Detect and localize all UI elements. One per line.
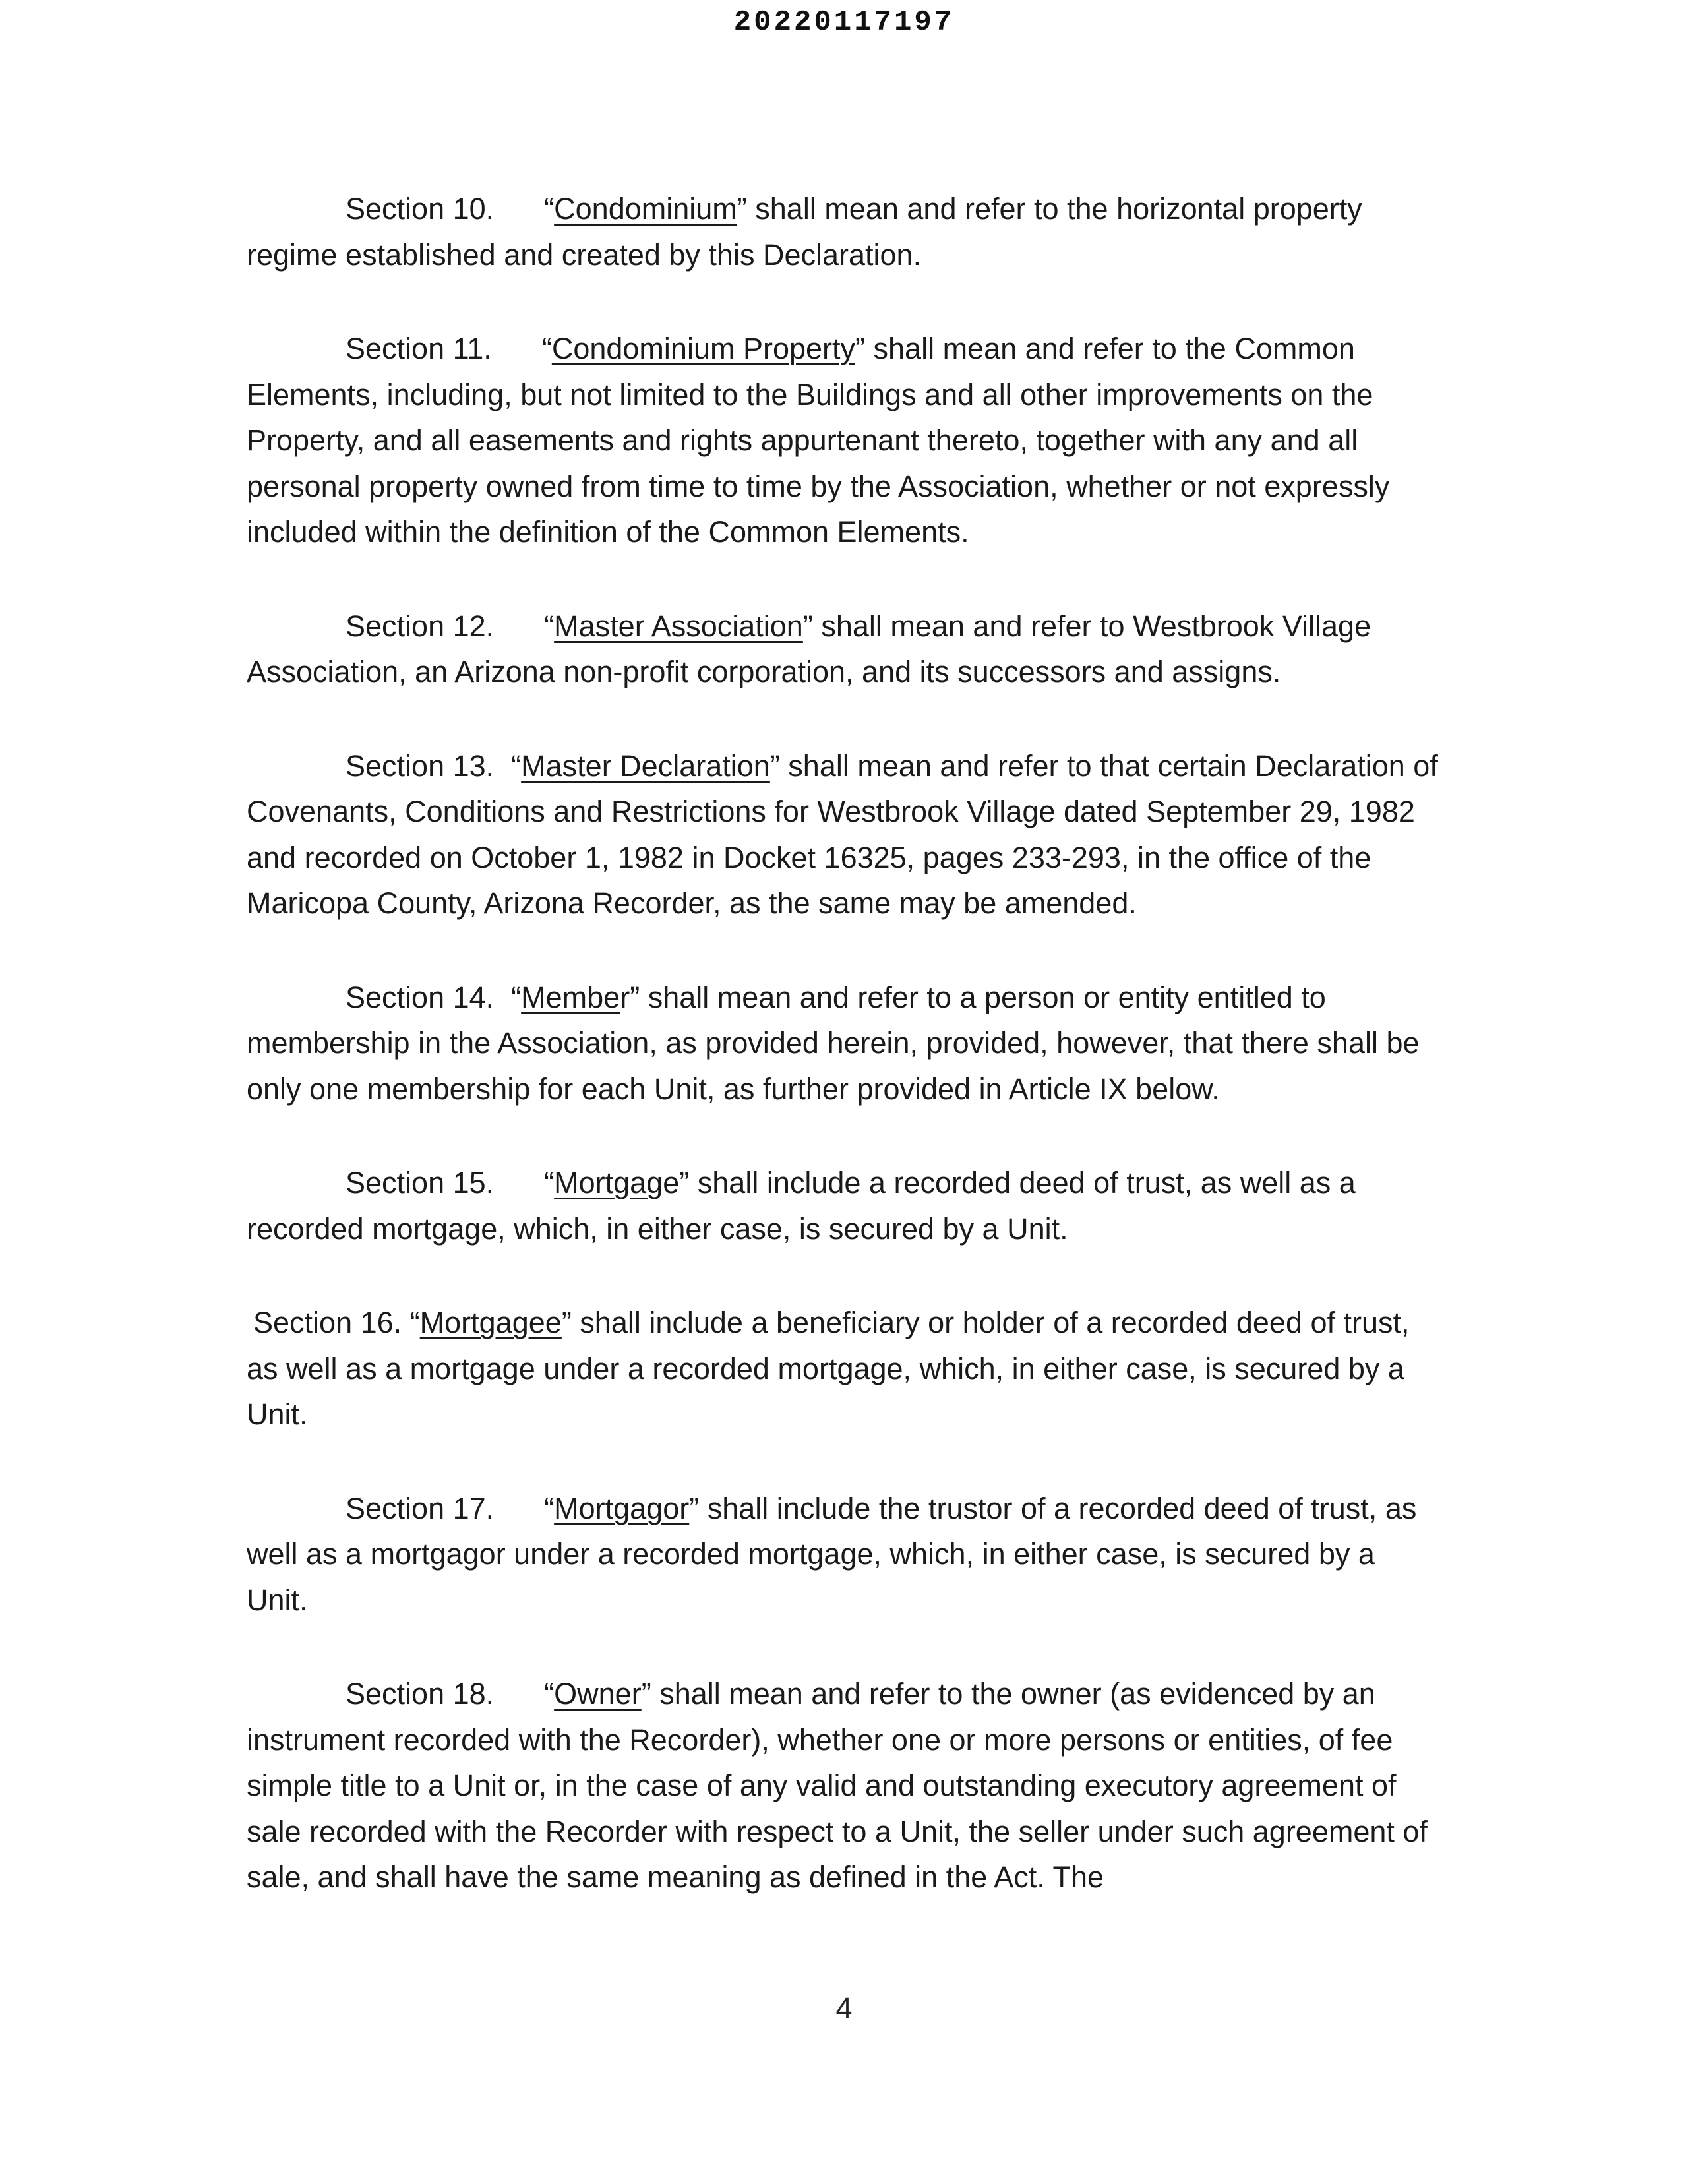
open-quote: “	[541, 332, 552, 365]
open-quote: “	[511, 980, 522, 1014]
section-label: Section 17.	[346, 1491, 495, 1525]
section-11-paragraph	[247, 326, 1440, 555]
section-text: ” shall mean and refer to the horizontal property regime established and created by this Declaration.	[247, 192, 1362, 272]
section-label: Section 12.	[346, 609, 495, 643]
section-label: Section 15.	[346, 1166, 495, 1199]
section-13-paragraph	[247, 743, 1440, 926]
defined-term: Master Declaration	[521, 748, 770, 783]
section-label: Section 13.	[346, 748, 495, 783]
document-body	[247, 186, 1440, 1900]
section-15-paragraph	[247, 1160, 1440, 1252]
defined-term: Mortgagor	[554, 1491, 690, 1525]
document-number: 20220117197	[733, 6, 955, 39]
section-text: ” shall mean and refer to that certain Declaration of Covenants, Conditions and Restrictions for Westbrook Village dated September 29, 1982 and recorded on October 1, 1982 in Docket 16325, pages 233-293, in the office of the Maricopa County, Arizona Recorder, as the same may be amended.	[247, 748, 1438, 920]
section-label: Section 14.	[346, 980, 495, 1014]
section-label: Section 11.	[346, 332, 492, 365]
section-text: ” shall include a beneficiary or holder of a recorded deed of trust, as well as a mortgage under a recorded mortgage, which, in either case, is secured by a Unit.	[247, 1306, 1410, 1431]
section-16-paragraph	[247, 1300, 1440, 1438]
section-text: ” shall mean and refer to the owner (as evidenced by an instrument recorded with the Recorder), whether one or more persons or entities, of fee simple title to a Unit or, in the case of any valid and outstanding executory agreement of sale recorded with the Recorder with respect to a Unit, the seller under such agreement of sale, and shall have the same meaning as defined in the Act. The	[247, 1677, 1428, 1894]
open-quote: “	[544, 192, 555, 226]
defined-term: Condominium	[554, 192, 737, 226]
section-text: ” shall mean and refer to Westbrook Village Association, an Arizona non-profit corporation, and its successors and assigns.	[247, 609, 1372, 688]
defined-term: Owner	[554, 1677, 642, 1711]
defined-term: Mortgag	[554, 1166, 663, 1199]
open-quote: “	[544, 1677, 555, 1711]
defined-term: Mortgagee	[419, 1306, 562, 1339]
section-12-paragraph	[247, 603, 1440, 695]
section-text: ” shall include the trustor of a recorded deed of trust, as well as a mortgagor under a recorded mortgage, which, in either case, is secured by a Unit.	[247, 1491, 1417, 1617]
section-text: r” shall mean and refer to a person or entity entitled to membership in the Association, as provided herein, provided, however, that there shall be only one membership for each Unit, as further provided in Article IX below.	[247, 980, 1420, 1106]
section-17-paragraph	[247, 1486, 1440, 1623]
section-18-paragraph	[247, 1671, 1440, 1900]
open-quote: “	[544, 1166, 555, 1199]
section-text: ” shall mean and refer to the Common Elements, including, but not limited to the Buildings and all other improvements on the Property, and all easements and rights appurtenant thereto, together with any and all personal property owned from time to time by the Association, whether or not expressly included within the definition of the Common Elements.	[247, 332, 1390, 549]
section-text: e” shall include a recorded deed of trust, as well as a recorded mortgage, which, in either case, is secured by a Unit.	[247, 1166, 1356, 1246]
defined-term: Membe	[521, 980, 620, 1014]
open-quote: “	[544, 1491, 555, 1525]
section-label: Section 16.	[253, 1306, 402, 1339]
section-14-paragraph	[247, 975, 1440, 1112]
open-quote: “	[511, 748, 522, 783]
section-10-paragraph	[247, 186, 1440, 278]
defined-term: Condominium Property	[551, 332, 856, 365]
page-number: 4	[835, 1991, 853, 2025]
section-label: Section 10.	[346, 192, 495, 226]
defined-term: Master Association	[554, 609, 803, 643]
section-label: Section 18.	[346, 1677, 495, 1711]
open-quote: “	[409, 1306, 420, 1339]
open-quote: “	[544, 609, 555, 643]
